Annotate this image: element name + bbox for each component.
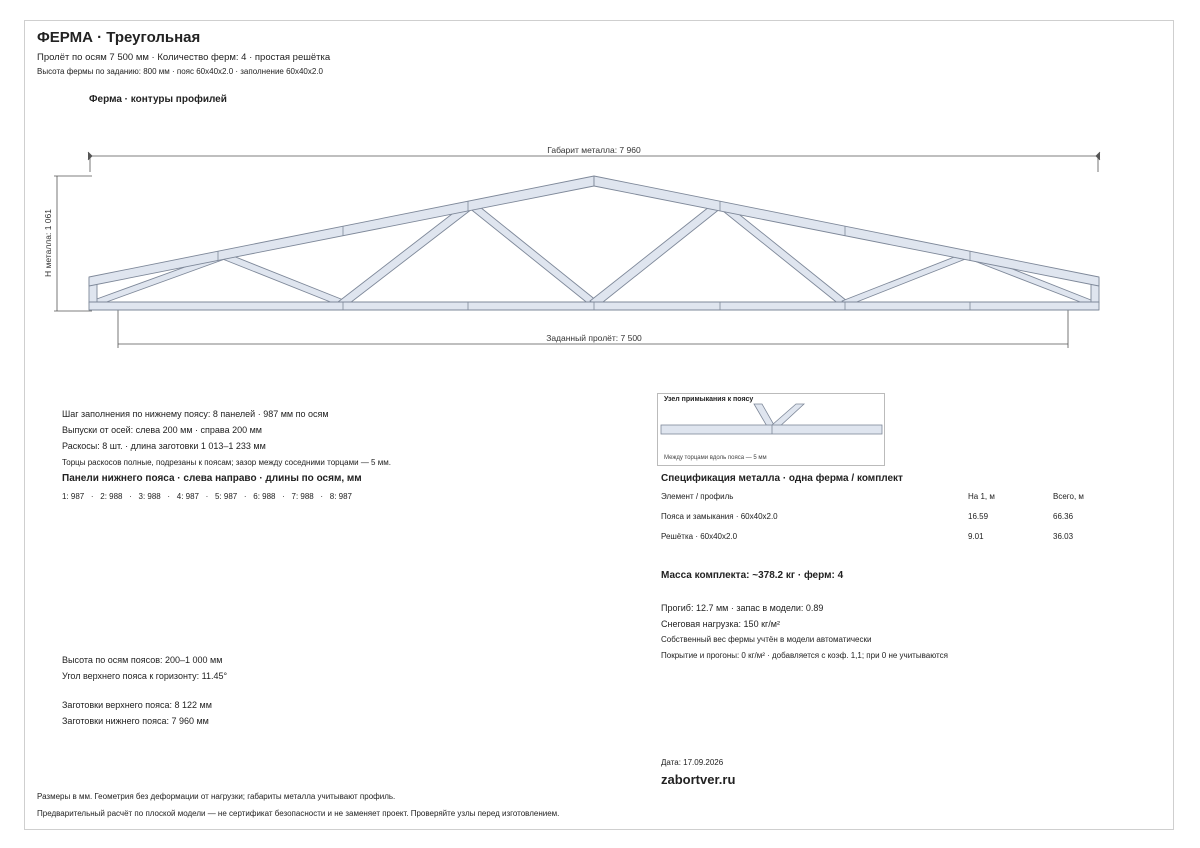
deflection-text: Прогиб: 12.7 мм · запас в модели: 0.89 [661, 603, 824, 613]
header-line-2: Высота фермы по заданию: 800 мм · пояс 60x40x2.0 · заполнение 60x40x2.0 [37, 67, 323, 76]
mass-total: Масса комплекта: ~378.2 кг · ферм: 4 [661, 570, 844, 581]
spec-title: Спецификация металла · одна ферма / комплект [661, 473, 903, 484]
brace-4 [468, 203, 597, 305]
selfweight-text: Собственный вес фермы учтён в модели автоматически [661, 635, 872, 644]
panel-item: 2: 988 [100, 492, 123, 501]
panels-list: 1: 987 · 2: 988 · 3: 988 · 4: 987 · 5: 987 · 6: 988 · 7: 988 · 8: 987 [62, 492, 352, 501]
panel-item: 4: 987 [176, 492, 199, 501]
spec-row-1-element: Пояса и замыкания · 60x40x2.0 [661, 512, 778, 521]
braces-text: Раскосы: 8 шт. · длина заготовки 1 013–1 233 мм [62, 441, 266, 451]
panel-item: 8: 987 [329, 492, 352, 501]
node-detail-inset [657, 393, 885, 466]
panel-item: 1: 987 [62, 492, 85, 501]
panels-title: Панели нижнего пояса · слева направо · длины по осям, мм [62, 473, 362, 484]
node-detail-title: Узел примыкания к поясу [664, 396, 754, 403]
panel-item: 5: 987 [215, 492, 238, 501]
top-chord-right [594, 176, 1099, 286]
height-dimension [54, 176, 92, 311]
spec-header-per-one: На 1, м [968, 492, 995, 501]
spec-row-1-total: 66.36 [1053, 512, 1074, 521]
span-label: Заданный пролёт: 7 500 [546, 333, 642, 343]
ends-note: Торцы раскосов полные, подрезаны к поясам; зазор между соседними торцами — 5 мм. [62, 458, 391, 467]
spec-row-2-element: Решётка · 60x40x2.0 [661, 532, 738, 541]
overhangs-text: Выпуски от осей: слева 200 мм · справа 200 мм [62, 425, 262, 435]
spec-row-2-per-one: 9.01 [968, 532, 984, 541]
brace-7 [842, 254, 968, 305]
spec-row-2-total: 36.03 [1053, 532, 1074, 541]
panel-item: 3: 988 [138, 492, 161, 501]
chord-joints [218, 201, 970, 310]
spec-header-total: Всего, м [1053, 492, 1084, 501]
header-line-1: Пролёт по осям 7 500 мм · Количество ферм: 4 · простая решётка [37, 52, 331, 63]
overall-width-label: Габарит металла: 7 960 [547, 145, 641, 155]
node-detail-note: Между торцами вдоль пояса — 5 мм [664, 455, 767, 461]
spec-row-1-per-one: 16.59 [968, 512, 989, 521]
angle-text: Угол верхнего пояса к горизонту: 11.45° [62, 671, 228, 681]
date-text: Дата: 17.09.2026 [661, 758, 724, 767]
panel-item: 6: 988 [253, 492, 276, 501]
top-chord-left [89, 176, 594, 286]
footer-note-1: Размеры в мм. Геометрия без деформации от нагрузки; габариты металла учитывают профиль. [37, 792, 396, 801]
truss-profiles [89, 176, 1099, 310]
footer-note-2: Предварительный расчёт по плоской модели — не сертификат безопасности и не заменяет проект. Проверяйте узлы перед изготовлением. [37, 809, 560, 818]
truss-drawing [0, 0, 1200, 360]
site-name: zabortver.ru [661, 772, 736, 787]
fill-step-text: Шаг заполнения по нижнему поясу: 8 панелей · 987 мм по осям [62, 409, 329, 419]
brace-5 [590, 203, 721, 306]
node-detail-sketch [658, 402, 884, 442]
spec-header-element: Элемент / профиль [661, 492, 734, 501]
bottom-blanks-text: Заготовки нижнего пояса: 7 960 мм [62, 716, 209, 726]
drawing-title: Ферма · контуры профилей [89, 94, 227, 105]
height-label: Н металла: 1 061 [43, 209, 53, 277]
snow-load-text: Снеговая нагрузка: 150 кг/м² [661, 619, 780, 629]
roofing-text: Покрытие и прогоны: 0 кг/м² · добавляется с коэф. 1,1; при 0 не учитываются [661, 651, 948, 660]
overall-dimension [88, 152, 1100, 172]
panel-item: 7: 988 [291, 492, 314, 501]
page-title: ФЕРМА · Треугольная [37, 29, 201, 46]
brace-2 [220, 254, 346, 305]
height-axes-text: Высота по осям поясов: 200–1 000 мм [62, 655, 223, 665]
top-blanks-text: Заготовки верхнего пояса: 8 122 мм [62, 700, 212, 710]
